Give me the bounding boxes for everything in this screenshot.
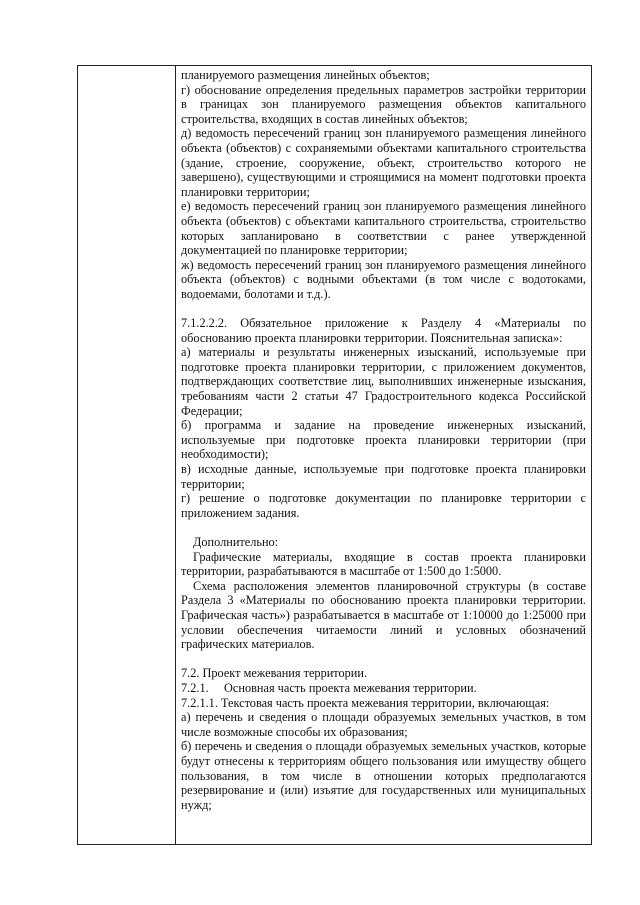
list-item-e: е) ведомость пересечений границ зон планируемого размещения линейного объекта (объектов) с объектами капитального строительства, строительство которых запланировано в соответствии с ранее утвержденной документацией по планировке территории; (181, 199, 586, 258)
document-table (77, 65, 592, 845)
list-item-b2: б) перечень и сведения о площади образуемых земельных участков, которые будут отнесены к территориям общего пользования или имуществу общего пользования, в том числе в отношении которых предполагаются резервирование и (или) изъятие для государственных или муниципальных нужд; (181, 739, 586, 812)
table-right-column (177, 66, 591, 844)
section-heading-7-2-1: 7.2.1. Основная часть проекта межевания территории. (181, 680, 477, 695)
list-item-b: б) программа и задание на проведение инженерных изысканий, используемые при подготовке проекта планировки территории (при необходимости); (181, 418, 586, 462)
list-item-a: а) материалы и результаты инженерных изысканий, используемые при подготовке проекта планировки территории, с приложением документов, подтверждающих соответствие лиц, выполнивших инженерные изыскания, требованиям части 2 статьи 47 Градостроительного кодекса Российской Федерации; (181, 345, 586, 418)
paragraph-scheme-scale: Схема расположения элементов планировочной структуры (в составе Раздела 3 «Материалы по обоснованию проекта планировки территории. Графическая часть») разрабатывается в масштабе от 1:10000 до 1:25000 при условии обеспечения читаемости линий и условных обозначений графических материалов. (181, 578, 586, 652)
section-heading-7-2: 7.2. Проект межевания территории. (181, 666, 368, 681)
list-item-g2: г) решение о подготовке документации по планировке территории с приложением задания. (181, 491, 586, 520)
paragraph-line: планируемого размещения линейных объектов; (181, 68, 430, 82)
section-heading-appendix: 7.1.2.2.2. Обязательное приложение к Разделу 4 «Материалы по обоснованию проекта планировки территории. Пояснительная записка»: (181, 316, 586, 345)
additional-heading: Дополнительно: (193, 535, 279, 549)
section-heading-7-2-1-1: 7.2.1.1. Текстовая часть проекта межевания территории, включающая: (181, 695, 550, 710)
paragraph-graphics-scale: Графические материалы, входящие в состав проекта планировки территории, разрабатываются в масштабе от 1:500 до 1:5000. (181, 549, 586, 579)
table-left-column (78, 66, 176, 844)
list-item-v: в) исходные данные, используемые при подготовке проекта планировки территории; (181, 462, 586, 491)
list-item-g: г) обоснование определения предельных параметров застройки территории в границах зон планируемого размещения объектов капитального строительства, входящих в состав линейных объектов; (181, 82, 586, 126)
list-item-zh: ж) ведомость пересечений границ зон планируемого размещения линейного объекта (объектов) с водными объектами (в том числе с водотоками, водоемами, болотами и т.д.). (181, 257, 586, 301)
list-item-a2: а) перечень и сведения о площади образуемых земельных участков, в том числе возможные способы их образования; (181, 710, 586, 739)
list-item-d: д) ведомость пересечений границ зон планируемого размещения линейного объекта (объектов) с сохраняемыми объектами капитального строительства (здание, строение, сооружение, объект, строительство которого не завершено), существующими и строящимися на момент подготовки проекта планировки территории; (181, 126, 586, 199)
